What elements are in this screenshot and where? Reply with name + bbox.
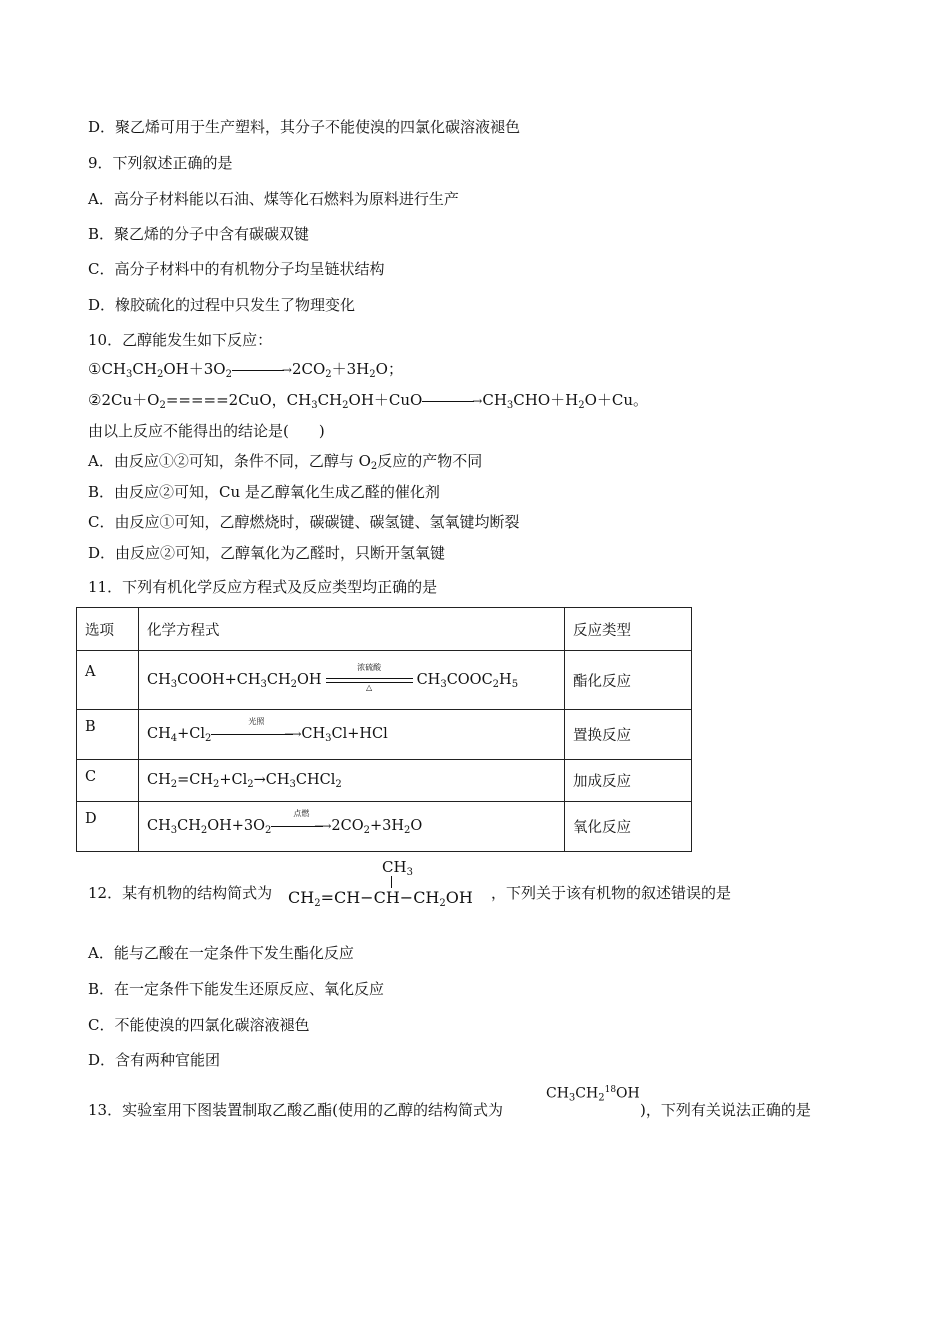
q12-option-d: D．含有两种官能团 [88, 1051, 221, 1069]
q10-option-d: D．由反应②可知，乙醇氧化为乙醛时，只断开氢氧键 [88, 544, 446, 562]
row-option: A [85, 664, 96, 680]
q9-stem: 9．下列叙述正确的是 [88, 154, 233, 172]
row-type: 加成反应 [565, 760, 692, 802]
q10-reaction-2: $②2Cu+O_2=====2CuO$，$CH_3CH_2OH+CuO$ → $CH_3CHO+H_2O+Cu$。 [88, 391, 649, 411]
q9-option-c: C．高分子材料中的有机物分子均呈链状结构 [88, 260, 385, 278]
header-type: 反应类型 [565, 608, 692, 651]
q10-stem: 10．乙醇能发生如下反应： [88, 331, 273, 349]
q13-stem-pre: 13．实验室用下图装置制取乙酸乙酯(使用的乙醇的结构简式为 [88, 1101, 503, 1119]
row-equation: $CH_2=CH_2+Cl_2\to CH_3CHCl_2$ [139, 760, 565, 802]
q13-stem-post: )，下列有关说法正确的是 [640, 1101, 811, 1119]
header-equation: 化学方程式 [139, 608, 565, 651]
q12-stem-post: ，下列关于该有机物的叙述错误的是 [491, 884, 732, 902]
reversible-arrow: 浓硫酸 △ [322, 671, 417, 689]
q12-option-c: C．不能使溴的四氯化碳溶液褪色 [88, 1016, 310, 1034]
q13-ethanol-formula: $CH_3CH_2^{18}OH$ [546, 1085, 640, 1104]
row-equation: $CH_4+Cl_2$ 光照 ⟶ $CH_3Cl+HCl$ [139, 710, 565, 760]
reaction-arrow: 点燃 ⟶ [271, 817, 331, 835]
q12-option-b: B．在一定条件下能发生还原反应、氧化反应 [88, 980, 385, 998]
row-option: C [85, 768, 97, 785]
row-type: 酯化反应 [565, 651, 692, 710]
header-option: 选项 [77, 608, 139, 651]
reaction-arrow: → [422, 393, 482, 409]
q8-option-d: D．聚乙烯可用于生产塑料，其分子不能使溴的四氯化碳溶液褪色 [88, 118, 521, 136]
q11-stem: 11．下列有机化学反应方程式及反应类型均正确的是 [88, 578, 438, 596]
table-header-row [77, 608, 692, 651]
q10-option-b: B．由反应②可知，Cu 是乙醇氧化生成乙醛的催化剂 [88, 483, 440, 501]
q10-option-c: C．由反应①可知，乙醇燃烧时，碳碳键、碳氢键、氢氧键均断裂 [88, 513, 520, 531]
q11-table [76, 607, 692, 852]
row-equation: $CH_3CH_2OH+3O_2$ 点燃 ⟶ $2CO_2+3H_2O$ [139, 802, 565, 852]
table-row [77, 710, 692, 760]
table-row [77, 760, 692, 802]
reaction-arrow: → [232, 362, 292, 378]
table-row [77, 651, 692, 710]
q10-ask: 由以上反应不能得出的结论是( ) [88, 422, 325, 440]
row-option: B [85, 718, 96, 735]
table-row [77, 802, 692, 852]
q10-reaction-1: $①CH_3CH_2OH+3O_2$ → $2CO_2+3H_2O$； [88, 360, 403, 380]
q9-option-a: A．高分子材料能以石油、煤等化石燃料为原料进行生产 [88, 190, 459, 208]
q12-option-a: A．能与乙酸在一定条件下发生酯化反应 [88, 944, 354, 962]
row-option: D [85, 810, 97, 827]
q12-stem-pre: 12．某有机物的结构简式为 [88, 884, 273, 902]
row-type: 置换反应 [565, 710, 692, 760]
q9-option-b: B．聚乙烯的分子中含有碳碳双键 [88, 225, 310, 243]
row-equation: $CH_3COOH+CH_3CH_2OH$ 浓硫酸 △ $CH_3COOC_2H_5$ [139, 651, 565, 710]
q12-structural-formula: $CH_3$ $CH_2=CH-CH-CH_2OH$ [288, 858, 473, 909]
row-type: 氧化反应 [565, 802, 692, 852]
q9-option-d: D．橡胶硫化的过程中只发生了物理变化 [88, 296, 356, 314]
reaction-arrow: 光照 ⟶ [211, 725, 301, 743]
q10-option-a: A．由反应①②可知，条件不同，乙醇与 $O_2$反应的产物不同 [88, 452, 483, 472]
